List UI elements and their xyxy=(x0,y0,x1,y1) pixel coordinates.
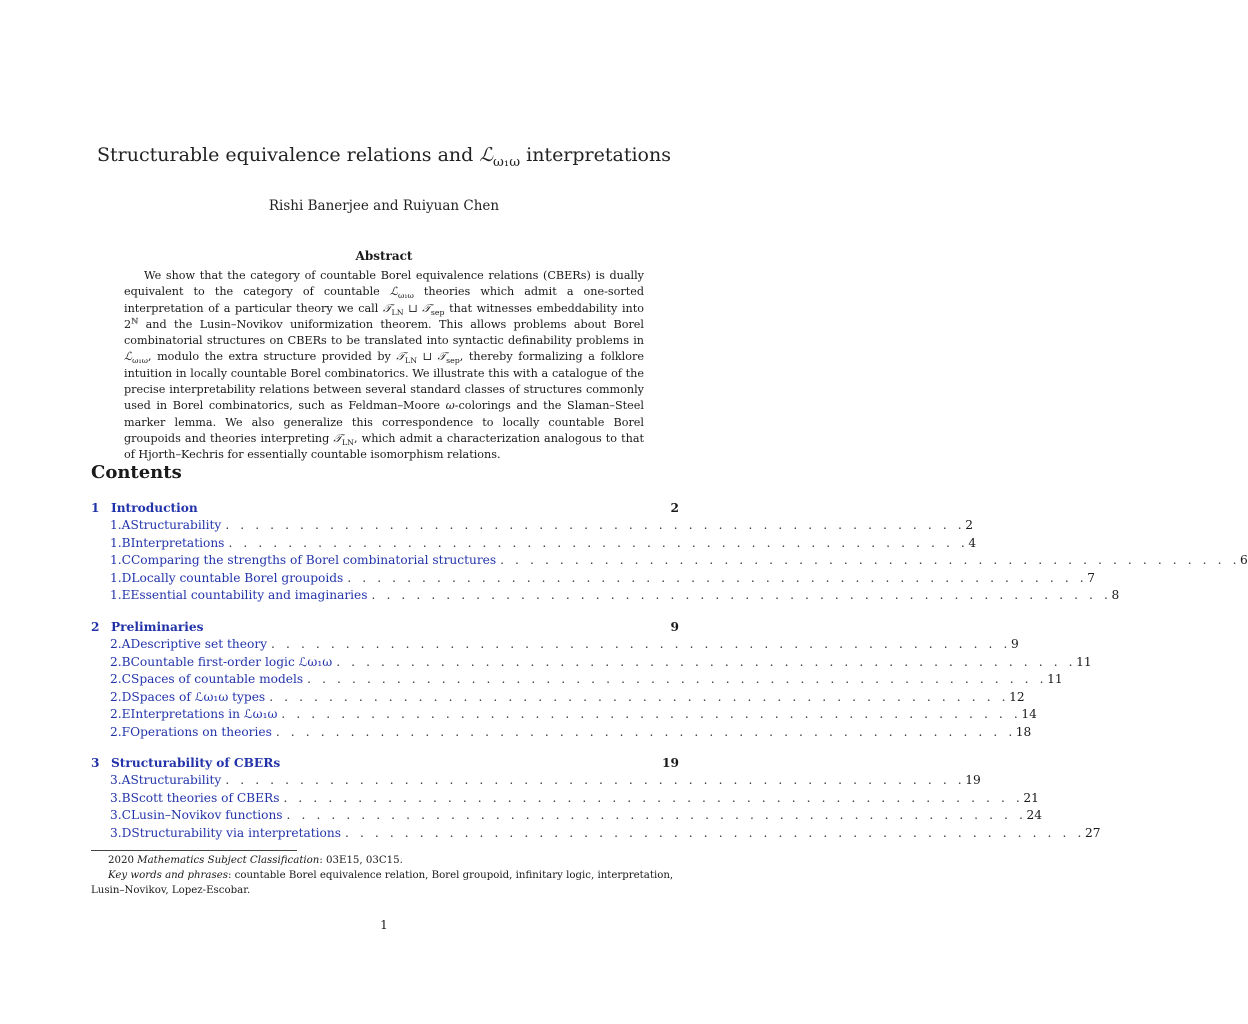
sqcup-symbol: ⊔ xyxy=(417,350,438,364)
subsection-title-link[interactable]: Locally countable Borel groupoids xyxy=(131,570,344,585)
subsection-number: 3.C xyxy=(110,808,131,823)
section-number: 2 xyxy=(91,620,100,634)
toc-subsection-entry[interactable] xyxy=(91,654,1092,672)
subsection-page: 6 xyxy=(1240,553,1248,568)
paper-title xyxy=(0,144,768,170)
leader-dots: . . . . . . . . . . . . . . . . . . . . . . . . . . . . . . . . . . . . . . . . . . . . . . . . . . xyxy=(283,790,1024,805)
abstract-text: that witnesses embeddability into 2 xyxy=(124,301,644,331)
abstract-text: , modulo the extra structure provided by xyxy=(147,350,397,364)
subsection-number: 2.A xyxy=(110,637,131,651)
subsection-number: 3.A xyxy=(110,773,131,787)
abstract-text: theories which admit a one-sorted interpretation of a particular theory we call xyxy=(124,285,644,315)
toc-subsection-entry[interactable] xyxy=(91,825,1101,843)
section-title-link[interactable]: Structurability of CBERs xyxy=(111,756,281,770)
toc-section-entry[interactable] xyxy=(91,754,679,772)
section-title-link[interactable]: Introduction xyxy=(111,501,198,515)
abstract-body xyxy=(124,268,644,464)
footnote-divider xyxy=(91,850,297,851)
toc-subsection-entry[interactable] xyxy=(91,689,1025,707)
subsection-number: 3.B xyxy=(110,790,131,805)
subsection-page: 7 xyxy=(1087,570,1096,585)
msc-line xyxy=(91,853,679,868)
toc-subsection-entry[interactable] xyxy=(91,790,1039,808)
leader-dots: . . . . . . . . . . . . . . . . . . . . . . . . . . . . . . . . . . . . . . . . . . . . . . . . . . xyxy=(271,637,1011,651)
leader-dots: . . . . . . . . . . . . . . . . . . . . . . . . . . . . . . . . . . . . . . . . . . . . . . . . . . xyxy=(500,553,1241,568)
section-number: 1 xyxy=(91,501,100,515)
leader-dots: . . . . . . . . . . . . . . . . . . . . . . . . . . . . . . . . . . . . . . . . . . . . . . . . . . xyxy=(275,724,1016,739)
title-logic-subscript: ω₁ω xyxy=(493,154,521,170)
theory-subscript: LN xyxy=(391,307,404,317)
leader-dots: . . . . . . . . . . . . . . . . . . . . . . . . . . . . . . . . . . . . . . . . . . . . . . . . . . xyxy=(225,518,966,532)
theory-symbol: 𝒯 xyxy=(437,350,447,364)
subsection-page: 8 xyxy=(1111,588,1120,603)
subsection-page: 21 xyxy=(1023,790,1039,805)
leader-dots: . . . . . . . . . . . . . . . . . . . . . . . . . . . . . . . . . . . . . . . . . . . . . . . . . . xyxy=(371,588,1112,603)
superscript-n: ℕ xyxy=(131,316,139,326)
subsection-title-link[interactable]: Spaces of countable models xyxy=(130,672,304,687)
subsection-number: 2.D xyxy=(110,689,132,704)
subsection-page: 27 xyxy=(1084,825,1101,840)
subsection-number: 2.F xyxy=(110,724,131,739)
logic-symbol: ℒ xyxy=(124,350,133,364)
footnote xyxy=(91,853,679,898)
section-page: 2 xyxy=(670,501,679,515)
subsection-number: 1.B xyxy=(110,535,131,550)
subsection-title-link[interactable]: Scott theories of CBERs xyxy=(130,790,280,805)
subsection-page: 18 xyxy=(1015,724,1032,739)
toc-subsection-entry[interactable] xyxy=(91,706,1037,724)
toc-section-3 xyxy=(91,754,1101,842)
theory-subscript: sep xyxy=(446,356,460,366)
keywords-line xyxy=(91,868,679,883)
section-title-link[interactable]: Preliminaries xyxy=(111,620,204,634)
subsection-page: 2 xyxy=(965,518,974,532)
leader-dots: . . . . . . . . . . . . . . . . . . . . . . . . . . . . . . . . . . . . . . . . . . . . . . . . . . xyxy=(347,570,1088,585)
authors: Rishi Banerjee and Ruiyuan Chen xyxy=(268,198,500,214)
subsection-page: 12 xyxy=(1009,689,1025,704)
keywords-label: Key words and phrases xyxy=(108,870,228,881)
subsection-number: 1.D xyxy=(110,570,132,585)
abstract-text: , thereby formalizing a folklore intuition in locally countable Borel combinatorics. We illustrate this with a catalogue of the precise interpretability relations between several standard classes of structures commonly used in Borel combinatorics, such as Feldman–Moore xyxy=(124,350,644,413)
subsection-number: 3.D xyxy=(110,825,132,840)
contents-heading: Contents xyxy=(91,462,182,483)
subsection-number: 2.B xyxy=(110,654,131,669)
subsection-title-link[interactable]: Structurability via interpretations xyxy=(131,825,341,840)
subsection-title-link[interactable]: Comparing the strengths of Borel combinatorial structures xyxy=(130,553,497,568)
omega-symbol: ω xyxy=(445,399,455,413)
subsection-page: 24 xyxy=(1026,808,1042,823)
subsection-title-link[interactable]: Descriptive set theory xyxy=(130,637,268,651)
subsection-page: 9 xyxy=(1010,637,1019,651)
subsection-title-link[interactable]: Essential countability and imaginaries xyxy=(130,588,368,603)
leader-dots: . . . . . . . . . . . . . . . . . . . . . . . . . . . . . . . . . . . . . . . . . . . . . . . . . . xyxy=(225,773,966,787)
section-page: 9 xyxy=(670,620,679,634)
keywords-text: : countable Borel equivalence relation, Borel groupoid, infinitary logic, interpretation, xyxy=(227,870,674,881)
subsection-page: 11 xyxy=(1047,672,1063,687)
subsection-title-link[interactable]: Operations on theories xyxy=(130,724,272,739)
leader-dots: . . . . . . . . . . . . . . . . . . . . . . . . . . . . . . . . . . . . . . . . . . . . . . . . . . xyxy=(286,808,1027,823)
theory-symbol: 𝒯 xyxy=(422,301,431,315)
leader-dots: . . . . . . . . . . . . . . . . . . . . . . . . . . . . . . . . . . . . . . . . . . . . . . . . . . xyxy=(307,672,1048,687)
logic-subscript: ω₁ω xyxy=(132,356,148,366)
theory-symbol: 𝒯 xyxy=(333,431,342,445)
logic-symbol: ℒ xyxy=(389,285,398,299)
toc-subsection-entry[interactable] xyxy=(91,570,1096,588)
abstract-heading: Abstract xyxy=(355,249,413,263)
logic-subscript: ω₁ω xyxy=(397,291,414,301)
leader-dots: . . . . . . . . . . . . . . . . . . . . . . . . . . . . . . . . . . . . . . . . . . . . . . . . . . xyxy=(345,825,1085,840)
subsection-title-link[interactable]: Structurability xyxy=(130,773,222,787)
theory-subscript: LN xyxy=(405,356,418,366)
leader-dots: . . . . . . . . . . . . . . . . . . . . . . . . . . . . . . . . . . . . . . . . . . . . . . . . . . xyxy=(269,689,1010,704)
subsection-title-link[interactable]: Spaces of ℒω₁ω types xyxy=(131,689,266,704)
abstract-text: and the Lusin–Novikov uniformization theorem. This allows problems about Borel combinatorial structures on CBERs to be translated into syntactic definability problems in xyxy=(124,317,644,348)
toc-subsection-entry[interactable] xyxy=(91,535,977,553)
section-page: 19 xyxy=(662,756,679,770)
subsection-page: 11 xyxy=(1076,654,1092,669)
subsection-number: 2.C xyxy=(110,672,131,687)
toc-subsection-entry[interactable] xyxy=(91,724,1032,742)
subsection-number: 1.C xyxy=(110,553,131,568)
page-number: 1 xyxy=(380,918,388,932)
title-text-end: interpretations xyxy=(520,144,671,166)
subsection-title-link[interactable]: Interpretations xyxy=(130,535,225,550)
theory-subscript: sep xyxy=(430,307,445,317)
subsection-page: 19 xyxy=(965,773,981,787)
toc-subsection-entry[interactable] xyxy=(91,587,1120,605)
subsection-number: 2.E xyxy=(110,707,131,722)
toc-subsection-entry[interactable] xyxy=(91,552,1248,570)
theory-symbol: 𝒯 xyxy=(396,350,405,364)
msc-label: 2020 xyxy=(108,855,138,866)
toc-subsection-entry[interactable] xyxy=(91,772,981,790)
toc-subsection-entry[interactable] xyxy=(91,807,1042,825)
toc-subsection-entry[interactable] xyxy=(91,636,1019,654)
subsection-title-link[interactable]: Interpretations in ℒω₁ω xyxy=(130,707,278,722)
subsection-number: 1.E xyxy=(110,588,131,603)
section-number: 3 xyxy=(91,756,100,770)
toc-subsection-entry[interactable] xyxy=(91,517,974,535)
title-logic-symbol: ℒ xyxy=(479,144,494,166)
leader-dots: . . . . . . . . . . . . . . . . . . . . . . . . . . . . . . . . . . . . . . . . . . . . . . . . . . xyxy=(336,654,1077,669)
subsection-number: 1.A xyxy=(110,518,131,532)
toc-section-1 xyxy=(91,499,1248,605)
abstract-text: , which admit a characterization analogous to that of Hjorth–Kechris for essentially countable isomorphism relations. xyxy=(124,431,644,462)
leader-dots: . . . . . . . . . . . . . . . . . . . . . . . . . . . . . . . . . . . . . . . . . . . . . . . . . . xyxy=(228,535,969,550)
title-text: Structurable equivalence relations and xyxy=(97,144,480,166)
msc-codes: : 03E15, 03C15. xyxy=(319,855,403,866)
abstract-text: We show that the category of countable Borel equivalence relations (CBERs) is dually equivalent to the category of countable xyxy=(124,269,644,299)
subsection-title-link[interactable]: Lusin–Novikov functions xyxy=(130,808,283,823)
keywords-line-2: Lusin–Novikov, Lopez-Escobar. xyxy=(91,885,251,896)
leader-dots: . . . . . . . . . . . . . . . . . . . . . . . . . . . . . . . . . . . . . . . . . . . . . . . . . . xyxy=(281,707,1022,722)
subsection-title-link[interactable]: Structurability xyxy=(130,518,222,532)
theory-symbol: 𝒯 xyxy=(382,301,392,315)
toc-section-2 xyxy=(91,618,1092,742)
subsection-title-link[interactable]: Countable first-order logic ℒω₁ω xyxy=(130,654,333,669)
abstract-text: -colorings and the Slaman–Steel marker lemma. We also generalize this correspondence to locally countable Borel groupoids and theories interpreting xyxy=(124,399,645,445)
toc-section-entry[interactable] xyxy=(91,499,679,517)
theory-subscript: LN xyxy=(341,438,354,448)
subsection-page: 14 xyxy=(1021,707,1037,722)
subsection-page: 4 xyxy=(968,535,977,550)
toc-section-entry[interactable] xyxy=(91,618,679,636)
toc-subsection-entry[interactable] xyxy=(91,671,1063,689)
sqcup-symbol: ⊔ xyxy=(403,301,423,315)
msc-italic: Mathematics Subject Classification xyxy=(137,855,320,866)
